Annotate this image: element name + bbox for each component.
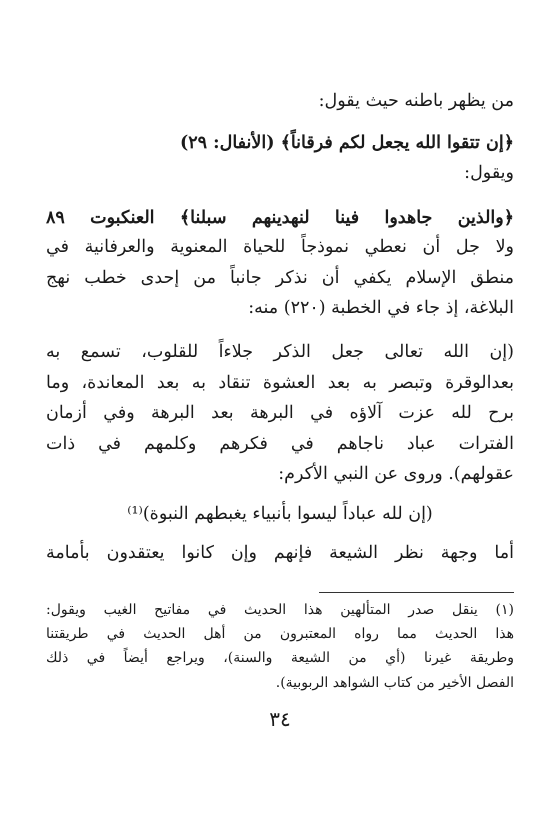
body-line-7: البلاغة، إذ جاء في الخطبة (٢٢٠) منه:	[248, 298, 514, 318]
footnote-line-3: وطريقة غيرنا (أي من الشيعة والسنة)، ويراجع أيضاً في ذلك	[46, 650, 514, 666]
footnote-line-1: (١) ينقل صدر المتألهين هذا الحديث في مفاتيح الغيب ويقول:	[46, 602, 514, 618]
page-number: ٣٤	[269, 707, 291, 731]
body-line-last: أما وجهة نظر الشيعة فإنهم وإن كانوا يعتقدون بأمامة	[46, 543, 514, 563]
body-line-3: ويقول:	[464, 163, 514, 183]
footnote-divider	[319, 592, 514, 593]
body-line-5: ولا جل أن نعطي نموذجاً للحياة المعنوية والعرفانية في	[46, 237, 514, 257]
quote-line-1: (إن الله تعالى جعل الذكر جلاءاً للقلوب، تسمع به	[46, 342, 514, 362]
quote-line-3: برح لله عزت آلاؤه في البرهة بعد البرهة وفي أزمان	[46, 403, 514, 423]
footnote-line-4: الفصل الأخير من كتاب الشواهد الربوبية).	[275, 675, 514, 691]
quran-verse-anfal: ﴿إن تتقوا الله يجعل لكم فرقاناً﴾ (الأنفال: ٢٩)	[179, 133, 514, 153]
quote-line-4: الفترات عباد ناجاهم في فكرهم وكلمهم في ذات	[46, 434, 514, 454]
body-line-6: منطق الإسلام يكفي أن نذكر جانباً من إحدى خطب نهج	[46, 268, 514, 288]
footnote-line-2: هذا الحديث مما رواه المعتبرون من أهل الحديث في طريقتنا	[46, 626, 514, 642]
body-line-1: من يظهر باطنه حيث يقول:	[318, 91, 514, 111]
quran-verse-ankabut: ﴿والذين جاهدوا فينا لنهدينهم سبلنا﴾ العنكبوت ٨٩	[46, 208, 514, 228]
book-page	[46, 0, 514, 826]
hadith-line: (إن لله عباداً ليسوا بأنبياء يغبطهم النبوة)⁽¹⁾	[127, 504, 433, 524]
quote-line-2: بعدالوقرة وتبصر به بعد العشوة تنقاد به بعد المعاندة، وما	[46, 373, 514, 393]
quote-line-5: عقولهم). وروى عن النبي الأكرم:	[278, 464, 514, 484]
